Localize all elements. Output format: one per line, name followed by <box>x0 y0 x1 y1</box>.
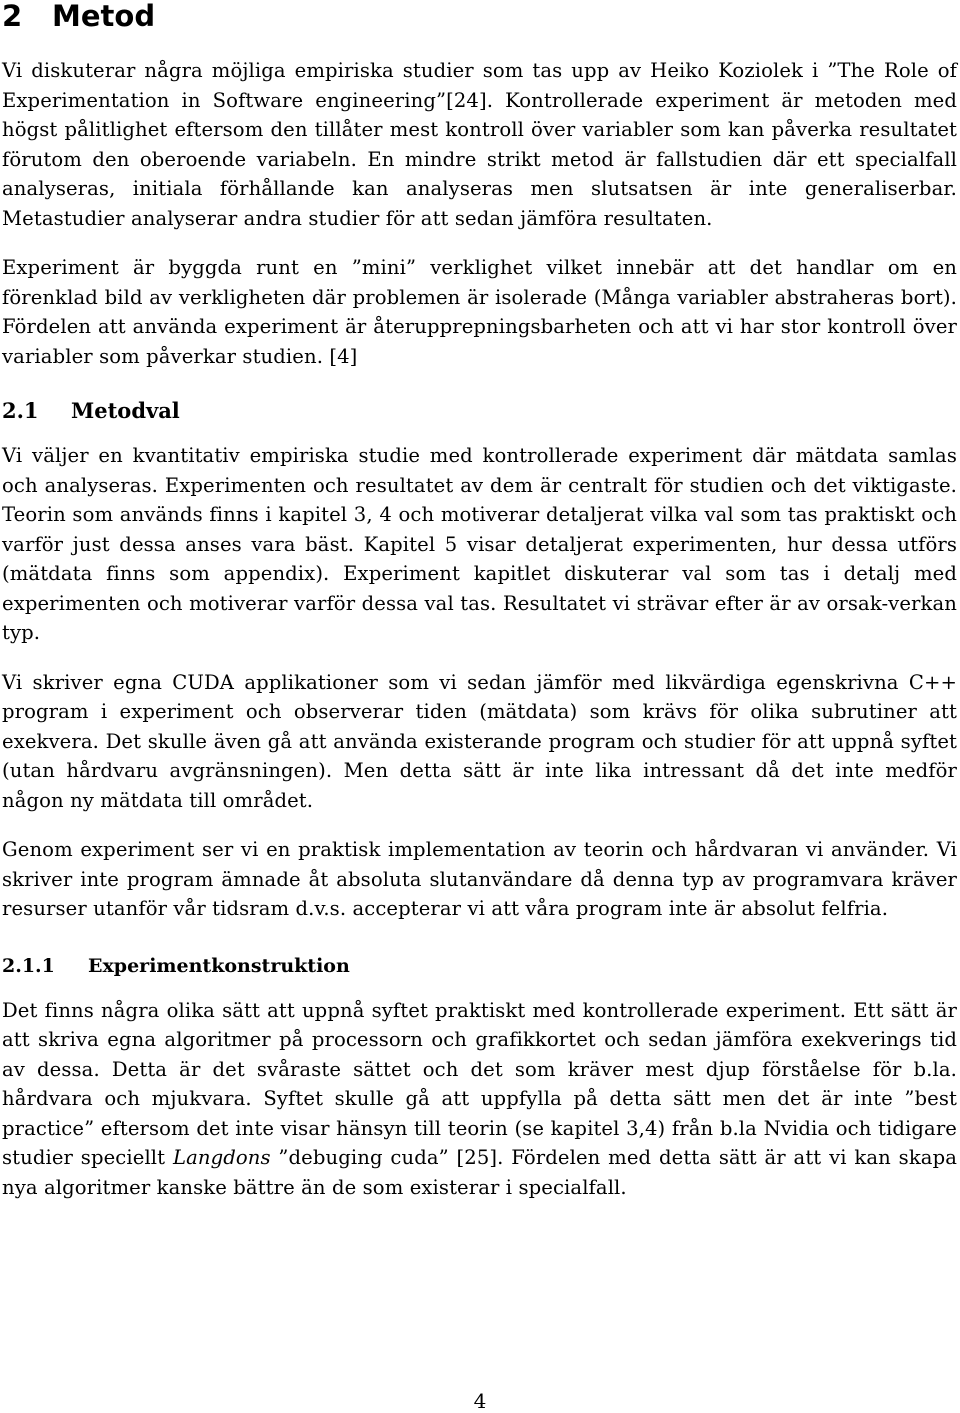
subsection-paragraph-3: Genom experiment ser vi en praktisk implementation av teorin och hårdvaran vi använder. Vi skriver inte program ämnade åt absoluta slutanvändare då denna typ av programvara kräver resurser utanför vår tidsram d.v.s. accepterar vi att våra program inte är absolut felfria. <box>2 838 957 920</box>
section-heading <box>2 0 957 42</box>
section-paragraph-2: Experiment är byggda runt en ”mini” verklighet vilket innebär att det handlar om en förenklad bild av verkligheten där problemen är isolerade (Många variabler abstraheras bort). Fördelen att använda experiment är återupprepningsbarheten och att vi har stor kontroll över variabler som påverkar studien. [4] <box>2 256 957 368</box>
subsection-heading <box>2 397 957 425</box>
subsubsection-heading <box>2 952 957 980</box>
subsubsection-paragraph-1 <box>2 996 957 1203</box>
section-title: Metod <box>52 0 156 33</box>
subsection-number: 2.1 <box>2 398 39 423</box>
subsection-paragraph-2: Vi skriver egna CUDA applikationer som vi sedan jämför med likvärdiga egenskrivna C++ program i experiment och observerar tiden (mätdata) som krävs för olika subrutiner att exekvera. Det skulle även gå att använda existerande program och studier för att uppnå syftet (utan hårdvaru avgränsningen). Men detta sätt är inte lika intressant då det inte medför någon ny mätdata till området. <box>2 670 957 812</box>
page-content <box>2 0 957 1202</box>
subsection-paragraph-1: Vi väljer en kvantitativ empiriska studie med kontrollerade experiment där mätdata samlas och analyseras. Experimenten och resultatet av dem är centralt för studien och det viktigaste. Teorin som används finns i kapitel 3, 4 och motiverar detaljerat vilka val som tas praktiskt och varför just dessa anses vara bäst. Kapitel 5 visar detaljerat experimenten, hur dessa utförs (mätdata finns som appendix). Experiment kapitlet diskuterar val som tas i detalj med experimenten och motiverar varför dessa val tas. Resultatet vi strävar efter är av orsak-verkan typ. <box>2 444 957 644</box>
subsection-title: Metodval <box>71 398 180 423</box>
subsubsection-number: 2.1.1 <box>2 954 55 977</box>
section-number: 2 <box>2 0 23 33</box>
italic-author-name: Langdons <box>172 1146 271 1169</box>
paragraph-text-after-italic: ”debuging cuda” [25]. Fördelen med detta sätt är att vi kan skapa nya algoritmer kanske bättre än de som existerar i specialfall. <box>2 1146 958 1199</box>
page-number: 4 <box>473 1389 487 1413</box>
section-paragraph-1: Vi diskuterar några möjliga empiriska studier som tas upp av Heiko Koziolek i ”The Role of Experimentation in Software engineering”[24]. Kontrollerade experiment är metoden med högst pålitlighet eftersom den tillåter mest kontroll över variabler som kan påverka resultatet förutom den oberoende variabeln. En mindre strikt metod är fallstudien där ett specialfall analyseras, initiala förhållande kan analyseras men slutsatsen är inte generaliserbar. Metastudier analyserar andra studier för att sedan jämföra resultaten. <box>2 59 957 230</box>
subsubsection-title: Experimentkonstruktion <box>88 954 350 977</box>
paragraph-text-before-italic: Det finns några olika sätt att uppnå syftet praktiskt med kontrollerade experiment. Ett sätt är att skriva egna algoritmer på processorn och grafikkortet och sedan jämföra exekverings tid av dessa. Detta är det svåraste sättet och det som kräver mest djup förståelse för b.la. hårdvara och mjukvara. Syftet skulle gå att uppfylla på detta sätt men det är inte ”best practice” eftersom det inte visar hänsyn till teorin (se kapitel 3,4) från b.la Nvidia och tidigare studier speciellt <box>2 998 957 1169</box>
